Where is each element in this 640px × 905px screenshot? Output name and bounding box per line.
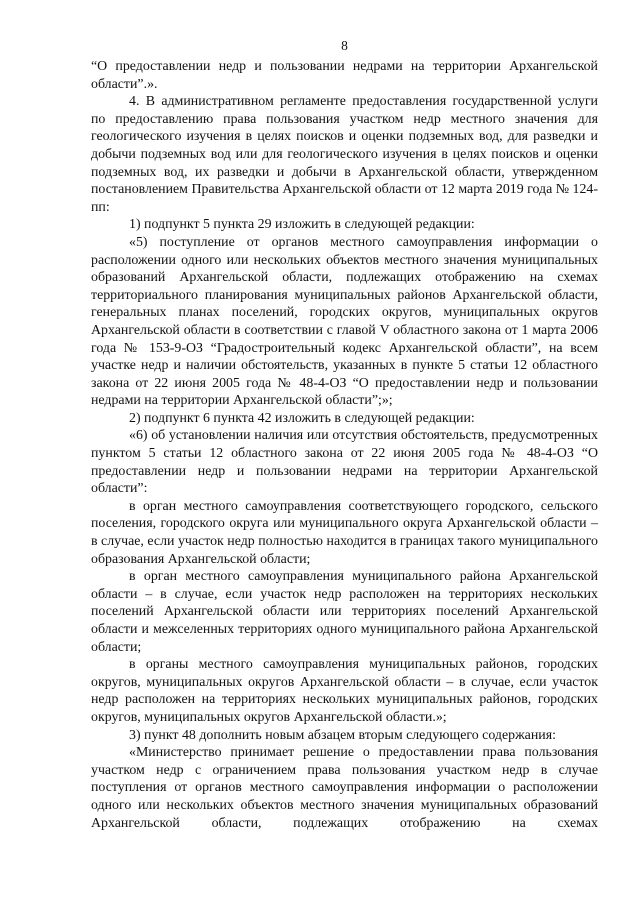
paragraph-10: 3) пункт 48 дополнить новым абзацем вторым следующего содержания:: [129, 727, 556, 743]
document-body: [91, 58, 598, 832]
paragraph-11: «Министерство принимает решение о предоставлении права пользования участком недр с ограничением права пользования участком недр в случае поступления от органов местного самоуправления информации о расположении одного или нескольких объектов местного значения муниципальных образований Архангельской области, подлежащих отображению на схемах: [91, 745, 598, 831]
paragraph-3: 1) подпункт 5 пункта 29 изложить в следующей редакции:: [129, 217, 475, 233]
paragraph-1: “О предоставлении недр и пользовании недрами на территории Архангельской области”.».: [91, 59, 598, 92]
paragraph-4: «5) поступление от органов местного самоуправления информации о расположении одного или нескольких объектов местного значения муниципальных образований Архангельской области, подлежащих отображению на схемах территориального планирования муниципальных районов Архангельской области, генеральных планах поселений, городских округов, муниципальных округов Архангельской области в соответствии с главой V областного закона от 1 марта 2006 года № 153-9-ОЗ “Градостроительный кодекс Архангельской области”, на всем участке недр и наличии обстоятельств, указанных в пункте 5 статьи 12 областного закона от 22 июня 2005 года № 48-4-ОЗ “О предоставлении недр и пользовании недрами на территории Архангельской области”;»;: [91, 234, 598, 409]
paragraph-2: 4. В административном регламенте предоставления государственной услуги по предоставлению права пользования участком недр местного значения для геологического изучения в целях поисков и оценки подземных вод, для разведки и добычи подземных вод или для геологического изучения в целях поисков и оценки подземных вод, их разведки и добычи в Архангельской области, утвержденном постановлением Правительства Архангельской области от 12 марта 2019 года № 124-пп:: [91, 94, 598, 215]
paragraph-8: в орган местного самоуправления муниципального района Архангельской области – в случае, если участок недр расположен на территориях нескольких поселений Архангельской области или территориях поселений Архангельской области и межселенных территориях одного муниципального района Архангельской области;: [91, 569, 598, 655]
paragraph-6: «6) об установлении наличия или отсутствия обстоятельств, предусмотренных пунктом 5 статьи 12 областного закона от 22 июня 2005 года № 48-4-ОЗ “О предоставлении недр и пользовании недрами на территории Архангельской области”:: [91, 428, 598, 497]
page-number: 8: [341, 38, 348, 53]
paragraph-9: в органы местного самоуправления муниципальных районов, городских округов, муниципальных округов Архангельской области – в случае, если участок недр расположен на территориях нескольких муниципальных районов, городских округов, муниципальных округов Архангельской области.»;: [91, 657, 598, 725]
paragraph-7: в орган местного самоуправления соответствующего городского, сельского поселения, городского округа или муниципального округа Архангельской области – в случае, если участок недр полностью находится в границах такого муниципального образования Архангельской области;: [91, 498, 598, 567]
paragraph-5: 2) подпункт 6 пункта 42 изложить в следующей редакции:: [129, 410, 475, 426]
